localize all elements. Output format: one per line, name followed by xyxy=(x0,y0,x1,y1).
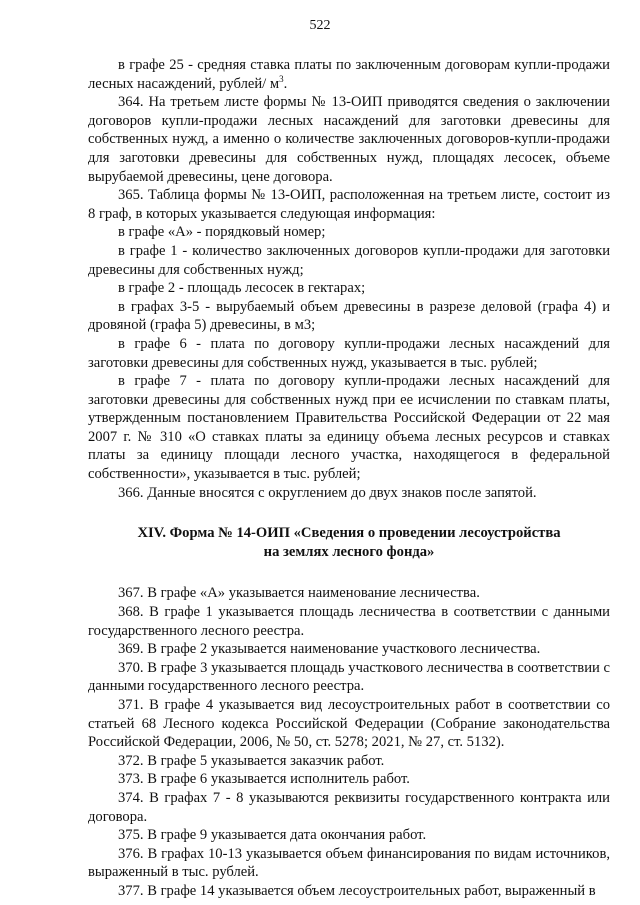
paragraph-374: 374. В графах 7 - 8 указываются реквизиты государственного контракта или договора. xyxy=(88,789,610,825)
paragraph-graph-3-5: в графах 3-5 - вырубаемый объем древесины в разрезе деловой (графа 4) и дровяной (графа 5) древесины, в м3; xyxy=(88,298,610,334)
section-title-line-2: на землях лесного фонда» xyxy=(263,543,435,560)
body-text xyxy=(88,56,610,901)
paragraph-370: 370. В графе 3 указывается площадь участкового лесничества в соответствии с данными государственного лесного реестра. xyxy=(88,659,610,695)
paragraph-graph-2: в графе 2 - площадь лесосек в гектарах; xyxy=(118,280,366,297)
paragraph-graph-6: в графе 6 - плата по договору купли-продажи лесных насаждений для заготовки древесины для собственных нужд, указывается в тыс. рублей; xyxy=(88,335,610,371)
page-number: 522 xyxy=(309,18,331,33)
paragraph-text: в графе 25 - средняя ставка платы по заключенным договорам купли-продажи лесных насаждений, рублей/ м xyxy=(88,57,610,92)
paragraph-graph-1: в графе 1 - количество заключенных договоров купли-продажи для заготовки древесины для собственных нужд; xyxy=(88,242,610,278)
paragraph-371: 371. В графе 4 указывается вид лесоустроительных работ в соответствии со статьей 68 Лесного кодекса Российской Федерации (Собрание законодательства Российской Федерации, 2006, № 50, ст. 5278; 2021, № 27, ст. 5132). xyxy=(88,697,610,751)
paragraph-377: 377. В графе 14 указывается объем лесоустроительных работ, выраженный в xyxy=(118,882,596,899)
paragraph-367: 367. В графе «А» указывается наименование лесничества. xyxy=(118,585,480,602)
paragraph-375: 375. В графе 9 указывается дата окончания работ. xyxy=(118,827,427,844)
paragraph-graph-25 xyxy=(88,56,610,93)
paragraph-364: 364. На третьем листе формы № 13-ОИП приводятся сведения о заключении договоров купли-продажи лесных насаждений для заготовки древесины для собственных нужд, а именно о количестве заключенных договоров-купли-продажи для заготовки древесины для собственных нужд, площадях лесосек, объеме вырубаемой древесины, цене договора. xyxy=(88,94,610,185)
section-title xyxy=(88,524,610,561)
paragraph-372: 372. В графе 5 указывается заказчик работ. xyxy=(118,752,385,769)
section-title-line-1: XIV. Форма № 14-ОИП «Сведения о проведении лесоустройства xyxy=(137,525,561,542)
unit-superscript: 3 xyxy=(279,73,284,84)
paragraph-368: 368. В графе 1 указывается площадь лесничества в соответствии с данными государственного лесного реестра. xyxy=(88,604,610,639)
paragraph-tail: . xyxy=(283,75,288,92)
paragraph-graph-a: в графе «А» - порядковый номер; xyxy=(118,224,326,241)
paragraph-graph-7: в графе 7 - плата по договору купли-продажи лесных насаждений для заготовки древесины для собственных нужд при ее исчислении по ставкам платы, утвержденным постановлением Правительства Российской Федерации от 22 мая 2007 г. № 310 «О ставках платы за единицу объема лесных ресурсов и ставках платы за единицу площади лесного участка, находящегося в федеральной собственности», указывается в тыс. рублей; xyxy=(88,373,610,483)
paragraph-366: 366. Данные вносятся с округлением до двух знаков после запятой. xyxy=(118,484,537,501)
paragraph-376: 376. В графах 10-13 указывается объем финансирования по видам источников, выраженный в тыс. рублей. xyxy=(88,845,610,881)
paragraph-369: 369. В графе 2 указывается наименование участкового лесничества. xyxy=(118,641,541,658)
paragraph-365: 365. Таблица формы № 13-ОИП, расположенная на третьем листе, состоит из 8 граф, в которых указывается следующая информация: xyxy=(88,187,610,222)
paragraph-373: 373. В графе 6 указывается исполнитель работ. xyxy=(118,771,410,788)
